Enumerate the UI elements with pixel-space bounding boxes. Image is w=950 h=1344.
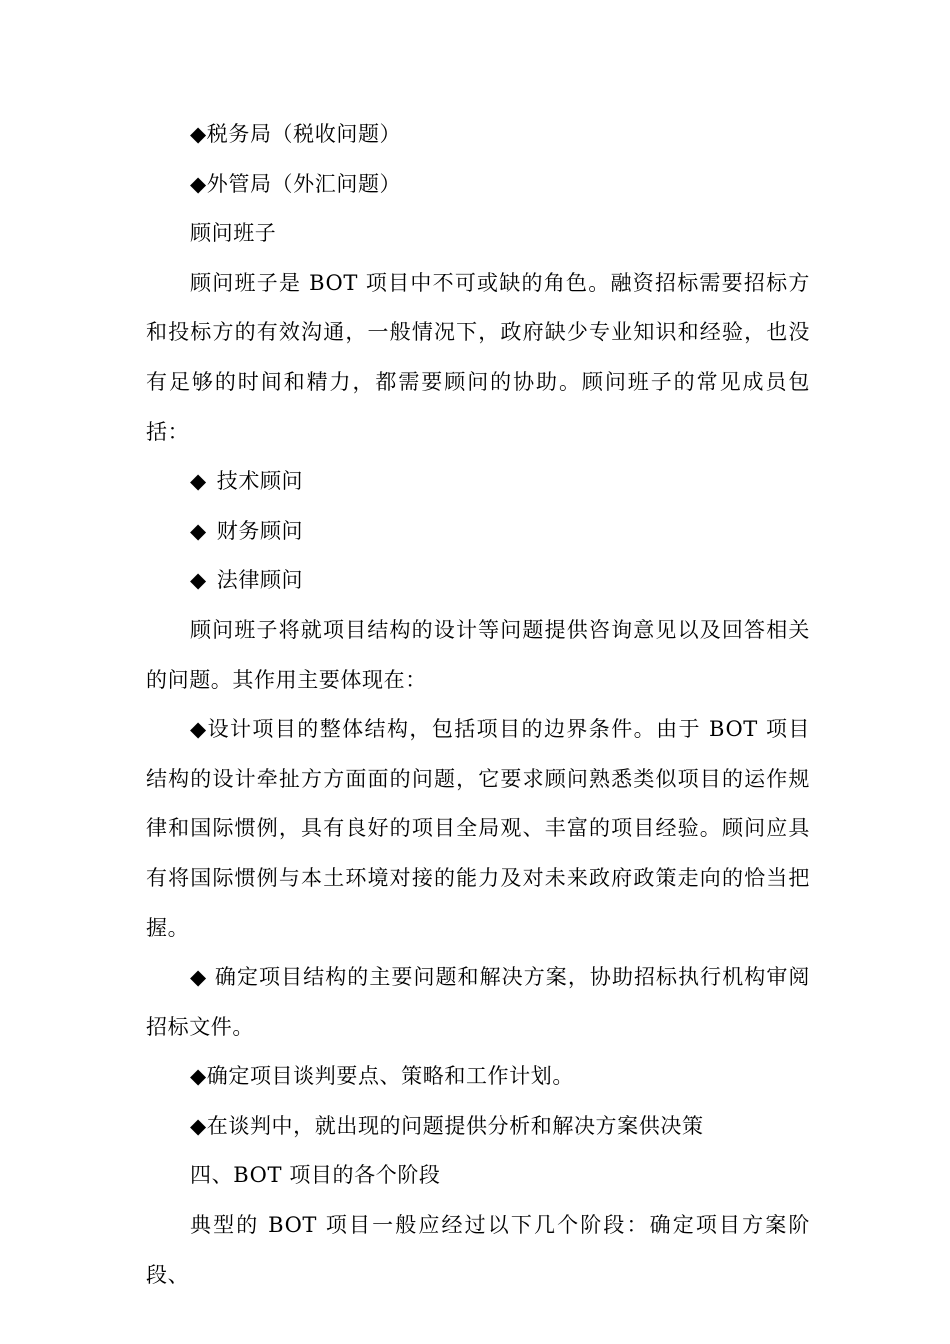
list-item-legal-advisor [146,556,810,606]
paragraph-forex-bureau: ◆外管局（外汇问题） [190,171,402,196]
paragraph-negotiation-plan: ◆确定项目谈判要点、策略和工作计划。 [190,1064,574,1089]
paragraph-advisory-intro: 顾问班子是 BOT 项目中不可或缺的角色。融资招标需要招标方和投标方的有效沟通，一般情况下，政府缺少专业知识和经验，也没有足够的时间和精力，都需要顾问的协助。顾问班子的常见成员包括： [146,270,810,444]
diamond-bullet-icon: ◆ [190,469,207,494]
paragraph-negotiation-analysis: ◆在谈判中，就出现的问题提供分析和解决方案供决策 [190,1113,704,1138]
heading-bot-stages: 四、BOT 项目的各个阶段 [190,1163,441,1188]
list-item-technical-advisor [146,457,810,507]
paragraph-tax-bureau: ◆税务局（税收问题） [190,122,402,146]
paragraph-design-structure: ◆设计项目的整体结构，包括项目的边界条件。由于 BOT 项目结构的设计牵扯方方面面的问题，它要求顾问熟悉类似项目的运作规律和国际惯例，具有良好的项目全局观、丰富的项目经验。顾问应具有将国际惯例与本土环境对接的能力及对未来政府政策走向的恰当把握。 [146,717,810,940]
document-page [146,110,810,1300]
list-item-financial-advisor [146,507,810,557]
paragraph-advisory-role: 顾问班子将就项目结构的设计等问题提供咨询意见以及回答相关的问题。其作用主要体现在： [146,617,810,692]
paragraph-key-issues: ◆ 确定项目结构的主要问题和解决方案，协助招标执行机构审阅招标文件。 [146,965,810,1039]
list-item-label: 法律顾问 [216,568,304,593]
paragraph-bot-stages-intro: 典型的 BOT 项目一般应经过以下几个阶段：确定项目方案阶段、 [146,1213,810,1287]
diamond-bullet-icon: ◆ [190,518,207,543]
list-item-label: 技术顾问 [216,469,304,494]
diamond-bullet-icon: ◆ [190,568,207,593]
heading-advisory-team: 顾问班子 [190,221,277,246]
list-item-label: 财务顾问 [216,518,304,543]
